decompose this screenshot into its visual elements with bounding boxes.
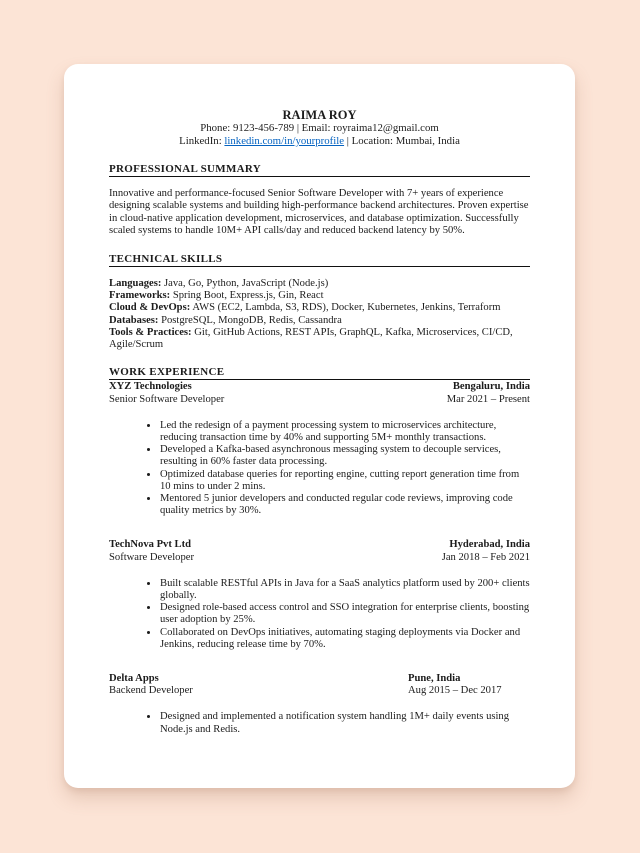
job-subheader-row — [109, 685, 530, 697]
linkedin-label: LinkedIn: — [179, 135, 222, 147]
job-entry-xyz-technologies — [109, 381, 530, 517]
skill-line-cloud-devops — [109, 302, 530, 314]
bullet-item: • Optimized database queries for reporting engine, cutting report generation time from 10 mins to under 2 mins. — [159, 469, 530, 493]
skill-values: Java, Go, Python, JavaScript (Node.js) — [164, 277, 329, 289]
company-name: TechNova Pvt Ltd — [109, 539, 192, 551]
section-heading-professional-summary: PROFESSIONAL SUMMARY — [109, 163, 530, 177]
job-location: Pune, India — [408, 673, 461, 685]
bullet-item: • Designed role-based access control and SSO integration for enterprise clients, boosting user adoption by 25%. — [159, 602, 530, 626]
skill-values: PostgreSQL, MongoDB, Redis, Cassandra — [161, 314, 342, 326]
contact-line-phone-email: Phone: 9123-456-789 | Email: royraima12@gmail.com — [200, 122, 439, 134]
linkedin-link[interactable]: linkedin.com/in/yourprofile — [224, 135, 345, 147]
job-title: Senior Software Developer — [109, 393, 225, 405]
skill-category-label: Tools & Practices: — [109, 326, 192, 338]
job-header-row — [109, 381, 530, 393]
job-location: Bengaluru, India — [452, 381, 530, 393]
company-name: Delta Apps — [109, 673, 159, 685]
skills-list — [109, 278, 530, 352]
skill-values: Spring Boot, Express.js, Gin, React — [172, 289, 324, 301]
skill-category-label: Frameworks: — [109, 289, 171, 301]
skill-category-label: Cloud & DevOps: — [109, 302, 191, 314]
resume-document — [64, 64, 575, 788]
job-title: Software Developer — [109, 551, 195, 563]
job-subheader-row — [109, 394, 530, 406]
skill-values: AWS (EC2, Lambda, S3, RDS), Docker, Kubernetes, Jenkins, Terraform — [192, 302, 501, 314]
skill-category-label: Languages: — [109, 277, 162, 289]
company-name: XYZ Technologies — [109, 381, 192, 393]
contact-line-linkedin-location — [109, 135, 530, 148]
section-heading-work-experience: WORK EXPERIENCE — [109, 366, 530, 380]
job-title: Backend Developer — [109, 685, 193, 697]
bullet-item: • Built scalable RESTful APIs in Java for a SaaS analytics platform used by 200+ clients globally. — [159, 578, 530, 602]
location-text: | Location: Mumbai, India — [346, 135, 460, 147]
job-entry-delta-apps — [109, 673, 530, 736]
job-location: Hyderabad, India — [449, 539, 530, 551]
skill-category-label: Databases: — [109, 314, 159, 326]
skill-values: Git, GitHub Actions, REST APIs, GraphQL, Kafka, Microservices, CI/CD, Agile/Scrum — [109, 326, 513, 351]
skill-line-databases — [109, 315, 530, 327]
skill-line-languages — [109, 278, 530, 290]
bullet-item: • Collaborated on DevOps initiatives, automating staging deployments via Docker and Jenkins, reducing release time by 70%. — [159, 627, 530, 651]
job-header-row — [109, 539, 530, 551]
job-dates: Jan 2018 – Feb 2021 — [441, 551, 530, 563]
job-dates: Mar 2021 – Present — [446, 393, 530, 405]
skill-line-frameworks — [109, 290, 530, 302]
job-bullet-list — [109, 578, 530, 651]
section-heading-technical-skills: TECHNICAL SKILLS — [109, 253, 530, 267]
job-dates: Aug 2015 – Dec 2017 — [408, 685, 502, 697]
bullet-item: • Led the redesign of a payment processing system to microservices architecture, reducing transaction time by 40% and supporting 5M+ monthly transactions. — [159, 420, 530, 444]
job-bullet-list — [109, 420, 530, 518]
bullet-item: • Designed and implemented a notification system handling 1M+ daily events using Node.js and Redis. — [159, 711, 530, 735]
skill-line-tools-practices — [109, 327, 530, 352]
job-subheader-row — [109, 552, 530, 564]
bullet-item: • Developed a Kafka-based asynchronous messaging system to decouple services, resulting in 60% faster data processing. — [159, 444, 530, 468]
job-entry-technova — [109, 539, 530, 651]
bullet-item: • Mentored 5 junior developers and conducted regular code reviews, improving code quality metrics by 30%. — [159, 493, 530, 517]
job-bullet-list — [109, 711, 530, 735]
job-header-row — [109, 673, 530, 685]
summary-paragraph: Innovative and performance-focused Senior Software Developer with 7+ years of experience designing scalable systems and building high-performance backend architectures. Proven expertise in cloud-native application development, microservices, and database optimization. Successfully scaled systems to handle 10M+ API calls/day and reduced backend latency by 50%. — [109, 188, 529, 237]
candidate-name: RAIMA ROY — [282, 108, 357, 122]
